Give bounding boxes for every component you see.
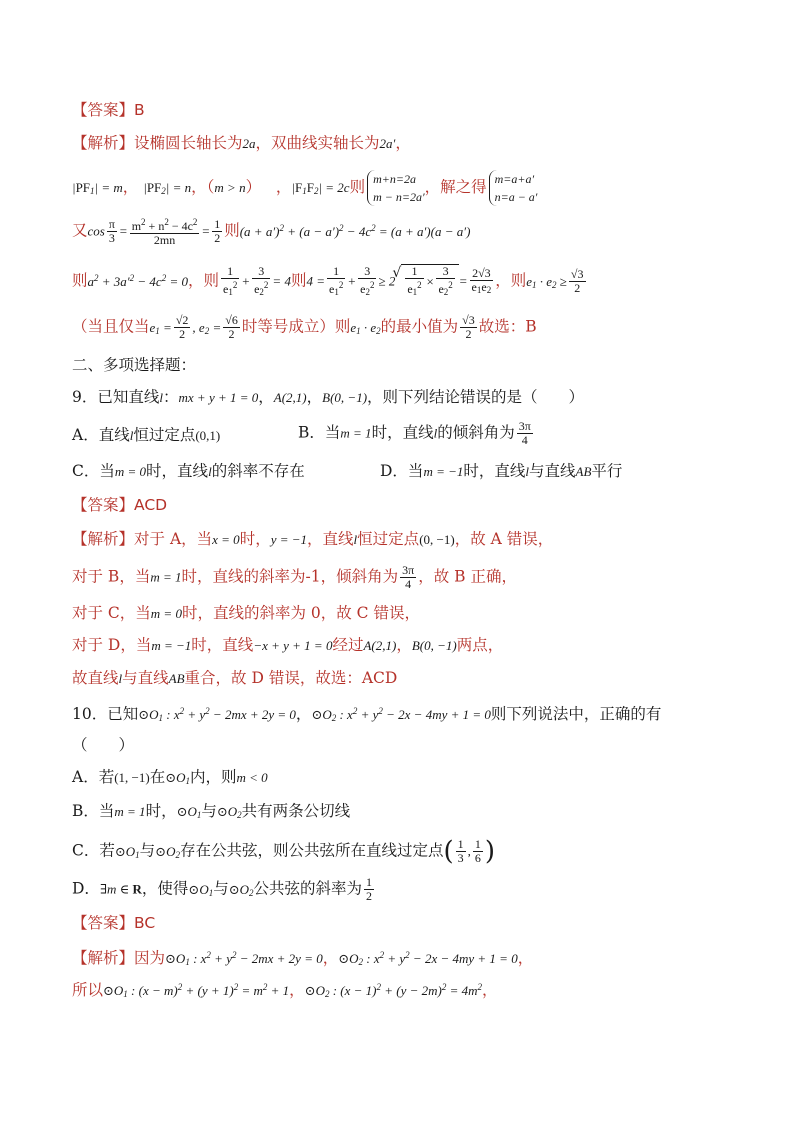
- q8-answer-line: [72, 99, 145, 121]
- q10-answer-line: 【答案】BC: [72, 914, 156, 932]
- q9-stem: 9．已知直线l：mx + y + 1 = 0，A(2,1)，B(0, −1)，则下列结论错误的是（ ）: [72, 388, 585, 406]
- q9-analysis-line2: 对于 B，当m = 1时，直线的斜率为-1，倾斜角为 $\frac{3\pi}{4}$ ，故 B 正确，: [72, 563, 517, 591]
- answer-label: 【答案】: [72, 101, 135, 119]
- q10-option-d: D．∃m ∈ R，使得⊙O1与⊙O2公共弦的斜率为 $\frac{1}{2}$: [72, 875, 373, 903]
- q9-analysis-line5: 故直线l与直线AB重合，故 D 错误，故选：ACD: [72, 669, 398, 687]
- q10-option-b: B．当m = 1时，⊙O1与⊙O2共有两条公切线: [72, 802, 351, 820]
- q9-analysis-line3: 对于 C，当m = 0时，直线的斜率为 0，故 C 错误，: [72, 604, 420, 622]
- q10-analysis-line2: 所以⊙O1 : $(x - m)^2 + (y + 1)^2 = m^2 + 1$，⊙O2 : $(x - 1)^2 + (y - 2m)^2 = 4m^2$，: [72, 981, 498, 999]
- q8-analysis-line5: （当且仅当e1 = $\frac{√2}{2}$ , e2 = $\frac{√6}{2}$ 时等号成立）则e1 · e2的最小值为 $\frac{√3}{2}$ 故选：B: [72, 313, 537, 341]
- analysis-label: 【解析】: [72, 134, 135, 152]
- q8-analysis-line1: 【解析】设椭圆长轴长为2a，双曲线实轴长为2a′，: [72, 134, 411, 152]
- q10-stem: 10．已知⊙O1 : $x^2 + y^2 - 2mx + 2y = 0$，⊙O2 : $x^2 + y^2 - 2x - 4my + 1 = 0$则下列说法中，正确的有: [72, 705, 662, 723]
- section-title: 二、多项选择题：: [72, 356, 197, 374]
- q8-analysis-line4: 则$a^2 + 3a'^2 - 4c^2 = 0$，则 $\frac{1}{e1^2}$ + $\frac{3}{e2^2}$ = 4则4 = $\frac{1}{e1^2}$ + $\frac{3}{e2^2}$ ≥ 2 √ $\frac{1}{e1^2}$ × $\frac{3}{e2^2}$ = $\frac{2√3}{e1e2}$ ，则e1 · e2 ≥ $\frac{√3}{2}$: [72, 264, 588, 299]
- q9-analysis-line1: 【解析】对于 A，当x = 0时，y = −1，直线l恒过定点(0, −1)，故 A 错误，: [72, 530, 554, 548]
- q10-option-c: C．若⊙O1与⊙O2存在公共弦，则公共弦所在直线过定点( $\frac{1}{3}$ , $\frac{1}{6}$ ): [72, 836, 496, 867]
- q9-option-d: D．当m = −1时，直线l与直线AB平行: [380, 462, 623, 480]
- q10-analysis-line1: 【解析】因为⊙O1 : $x^2 + y^2 - 2mx + 2y = 0$，⊙O2 : $x^2 + y^2 - 2x - 4my + 1 = 0$，: [72, 949, 534, 967]
- answer-value: B: [134, 101, 145, 119]
- q9-answer-line: 【答案】ACD: [72, 496, 168, 514]
- q9-analysis-line4: 对于 D，当m = −1时，直线−x + y + 1 = 0经过A(2,1)，B(0, −1)两点，: [72, 636, 504, 654]
- q8-analysis-line3: 又cos $\frac{\pi}{3}$ = $\frac{m^2 + n^2 - 4c^2}{2mn}$ = $\frac{1}{2}$ 则$(a + a')^2 + (a - a')^2 - 4c^2 = (a + a')(a - a')$: [72, 217, 471, 247]
- q9-option-c: C．当m = 0时，直线l的斜率不存在: [72, 462, 305, 480]
- q8-analysis-line2: |PF1| = m， |PF2| = n，（m > n） ，|F1F2| = 2c则 m+n=2a m − n=2a′ ，解之得 m=a+a′ n=a − a′: [72, 172, 538, 204]
- q10-option-a: A．若(1, −1)在⊙O1内，则m < 0: [72, 768, 268, 786]
- q9-option-a: A．直线l恒过定点(0,1): [72, 426, 221, 444]
- q9-option-b: B．当m = 1时，直线l的倾斜角为 $\frac{3\pi}{4}$: [298, 419, 531, 447]
- q10-stem-paren: （ ）: [72, 736, 135, 754]
